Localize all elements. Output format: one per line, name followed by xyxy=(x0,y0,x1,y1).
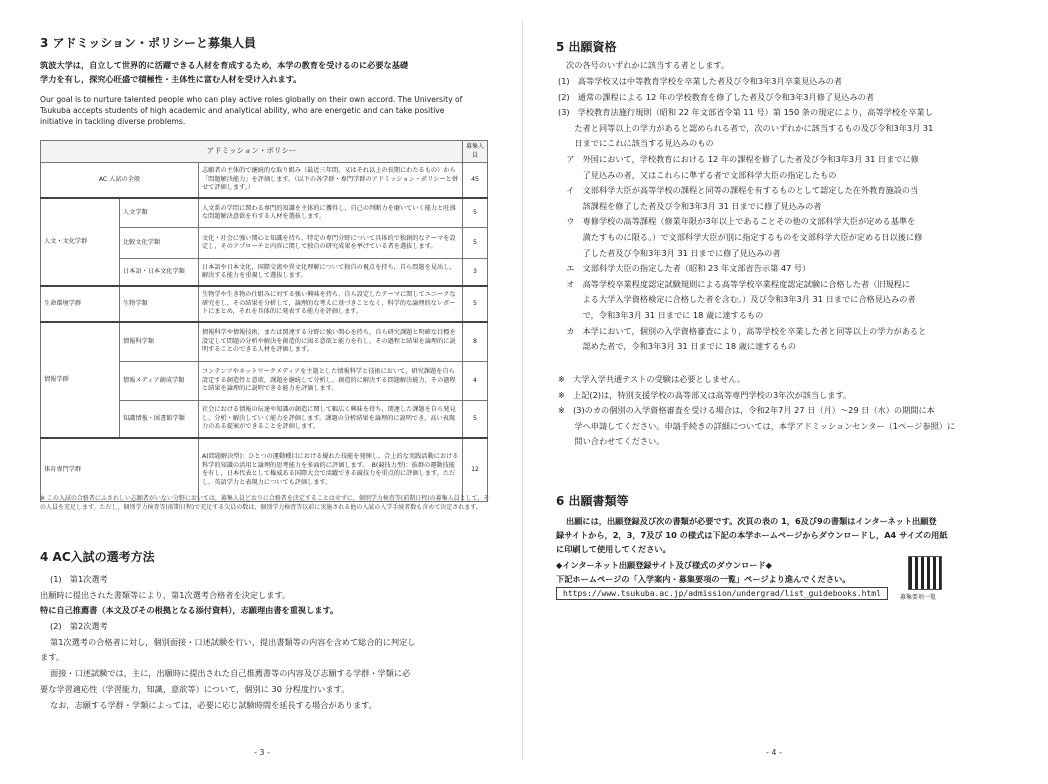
eligibility-item: (2) 通常の課程による 12 年の学校教育を修了した者及び令和3年3月修了見込みの者 xyxy=(558,91,875,102)
policy-en-line2: Tsukuba accepts students of high academic and analytical ability, who are energetic and can take positive xyxy=(40,106,445,115)
table-header-count: 募集人員 xyxy=(463,141,488,163)
admission-policy-table xyxy=(40,140,488,502)
table-row: 比較文化学類 文化・社会に強い関心と知識を持ち，特定の専門分野について具体的で独創的なテーマを設定し，そのアプローチと内容に関して独自の研究成果を挙げている者を選抜します。 5 xyxy=(41,228,488,259)
stage2-body-1: 第1次選考の合格者に対し，個別面接・口述試験を行い，提出書類等の内容を含めて総合的に判定し xyxy=(50,637,416,647)
table-row: 生命環境学群 生物学類 生物学や生き物の仕組みに対する強い興味を持ち，自ら設定したテーマに関してユニークな研究をし，その結果を分析して，論理的な考えに基づきことなく，科学的な論理的なレポートにまとめ，それを具体的に発表する能力を評価します。 5 xyxy=(41,286,488,322)
table-header-policy: アドミッション・ポリシー xyxy=(41,141,463,163)
stage1-heading: (1) 第1次選考 xyxy=(50,574,108,584)
section-5-title: 5 出願資格 xyxy=(556,40,617,54)
guidebook-link[interactable]: https://www.tsukuba.ac.jp/admission/undergrad/list_guidebooks.html xyxy=(556,587,888,600)
qr-code-icon xyxy=(908,556,942,590)
eligibility-item: 日までにこれに該当する見込みのもの xyxy=(558,138,714,149)
eligibility-item: 了した者及び令和3年3月 31 日までに修了見込みの者 xyxy=(558,247,781,258)
page-number: - 4 - xyxy=(766,748,782,757)
docs-line-2: 録サイトから，2，3，7及び 10 の様式は下記の本学ホームページからダウンロードし，A4 サイズの用紙 xyxy=(556,530,948,540)
eligibility-item: オ 高等学校卒業程度認定試験規則による高等学校卒業程度認定試験に合格した者（旧規程に xyxy=(558,278,911,289)
docs-line-3: に印刷して使用してください。 xyxy=(556,544,671,554)
table-row: 日本語・日本文化学類 日本語や日本文化，国際交流や異文化理解について独自の視点を持ち，自ら問題を見出し，解決する能力を重視して選抜します。 3 xyxy=(41,259,488,287)
table-row: 体育専門学群 A(問題解決型)：ひとつの運動種目における優れた技能を発揮し，合上的な実践活動における科学的知識の活用と論理的思考能力を多面的に評価します。 B(競技力型)：抜群の運動技能を有し，日本代表として権威ある国際大会で活躍できる競技力を重点的に評価します。ただし，英語学力と表現力についても評価します。 12 xyxy=(41,438,488,502)
eligibility-note: ※ 上記(2)は，特別支援学校の高等部又は高等専門学校の3年次が該当します。 xyxy=(558,389,852,400)
eligibility-item: よる大学入学資格検定に合格した者を含む。）及び令和3年3月 31 日までに合格見込みの者 xyxy=(558,294,916,305)
policy-en-line3: initiative in tackling diverse problems. xyxy=(40,117,186,126)
eligibility-note: ※ 大学入学共通テストの受験は必要としません。 xyxy=(558,374,746,384)
stage2-body-5: なお，志願する学群・学類によっては，必要に応じ試験時間を延長する場合があります。 xyxy=(50,700,377,710)
stage1-body: 出願時に提出された書類等により，第1次選考合格者を決定します。 xyxy=(40,590,291,600)
policy-jp-line1: 筑波大学は，自立して世界的に活躍できる人材を育成するため，本学の教育を受けるのに必要な基礎 xyxy=(40,60,409,70)
eligibility-item: た者と同等以上の学力があると認められる者で，次のいずれかに該当するもの及び令和3年3月 31 xyxy=(558,122,934,133)
download-heading: ◆インターネット出願登録サイト及び様式のダウンロード◆ xyxy=(556,560,772,570)
stage2-heading: (2) 第2次選考 xyxy=(50,621,108,631)
table-row: 知識情報・図書館学類 社会における情報の伝達や知識の創造に関して幅広く興味を持ち，関連した課題を自ら発見し，分析・解決していく能力を評価します。課題の分析結果を論理的に説明でき，高い表現力のある提案ができることを評価します。 5 xyxy=(41,401,488,439)
eligibility-item: (1) 高等学校又は中等教育学校を卒業した者及び令和3年3月卒業見込みの者 xyxy=(558,76,843,86)
eligibility-item: (3) 学校教育法施行規則（昭和 22 年文部省令第 11 号）第 150 条の規定により，高等学校を卒業し xyxy=(558,107,933,118)
eligibility-item: 了見込みの者，又はこれらに準ずる者で文部科学大臣の指定したもの xyxy=(558,169,837,180)
eligibility-note: ※ (3)のカの個別の入学資格審査を受ける場合は，令和2年7月 27 日（月）～29 日（水）の期間に本 xyxy=(558,405,935,416)
eligibility-note: 学へ申請してください。申請手続きの詳細については，本学アドミッションセンター（1ページ参照）に xyxy=(558,420,956,431)
eligibility-intro: 次の各号のいずれかに該当する者とします。 xyxy=(566,60,730,70)
table-row: 情報メディア創成学類 コンテンツやネットワークメディアを主題とした情報科学と技術において，研究課題を自ら設定する創造性と意欲，課題を継続して分析し，創造的に解決する問題解決能力，その過程と結果を論理的に説明できる能力を評価します。 4 xyxy=(41,362,488,401)
page-number: - 3 - xyxy=(254,748,270,757)
eligibility-item: ア 外国において，学校教育における 12 年の課程を修了した者及び令和3年3月 31 日までに修 xyxy=(558,154,919,164)
eligibility-item: で，令和3年3月 31 日までに 18 歳に達するもの xyxy=(558,310,764,320)
section-4-title: 4 AC入試の選考方法 xyxy=(40,550,155,564)
qr-caption: 募集要項一覧 xyxy=(900,594,937,601)
docs-line-1: 出願には，出願登録及び次の書類が必要です。次頁の表の 1，6及び9の書類はインターネット出願登 xyxy=(566,516,937,526)
table-row: 情報学群 情報科学類 情報科学や情報技術，または関連する分野に強い関心を持ち，自ら研究課題と明確な目標を設定して問題の分析や解決を創造的に図る意欲と能力を有し，その過程と結果を論理的に説明することのできる人材を評価します。 8 xyxy=(41,322,488,362)
policy-en-line1: Our goal is to nurture talented people who can play active roles globally on their own accord. The University of xyxy=(40,95,463,104)
stage1-emphasis: 特に自己推薦書（本文及びその根拠となる添付資料），志願理由書を重視します。 xyxy=(40,605,339,615)
eligibility-item: エ 文部科学大臣の指定した者（昭和 23 年文部省告示第 47 号） xyxy=(558,263,811,274)
section-6-title: 6 出願書類等 xyxy=(556,494,629,508)
stage2-body-4: 要な学習適応性（学習能力，知識，意欲等）について，個別に 30 分程度行います。 xyxy=(40,684,350,694)
eligibility-item: イ 文部科学大臣が高等学校の課程と同等の課程を有するものとして認定した在外教育施設の当 xyxy=(558,185,919,196)
table-row: AC 人試の全般 志願者の主体的で継続的な取り組み（最近三年間，又はそれ以上の長期にわたるもの）から「問題解決能力」を評価します。（以下の各学群・専門学群のアドミッション・ポリシーと併せて評価します。） 45 xyxy=(41,163,488,199)
page-4 xyxy=(524,0,1048,784)
stage2-body-2: ます。 xyxy=(40,652,64,662)
eligibility-item: 認めた者で，令和3年3月 31 日までに 18 歳に達するもの xyxy=(558,341,797,352)
eligibility-item: カ 本学において，個別の入学資格審査により，高等学校を卒業した者と同等以上の学力があると xyxy=(558,325,927,336)
table-footnote: ※ この入試の合格者にふさわしい志願者がいない分野においては，募集人員どおりに合格者を決定することはせずに，個別学力検査等(前期日程)の募集人員として，その人員を充足します。ただし，個別学力検査等(前期日程)で充足する欠員の数は，個別学力検査等以前に実施される他の入試の入学手続者数も含めて決定されます。 xyxy=(40,495,490,511)
page-divider xyxy=(522,20,523,760)
download-instruction: 下記ホームページの「入学案内・募集要項の一覧」ページより進んでください。 xyxy=(556,574,851,584)
eligibility-note: 問い合わせてください。 xyxy=(558,436,665,447)
table-row: 人文・文化学群 人文学類 人文系の学問に関わる専門的知識を主体的に獲得し，自己の判断力を磨いていく能力と旺盛な問題解決意欲を有する人材を選抜します。 5 xyxy=(41,198,488,228)
eligibility-item: ウ 専修学校の高等課程（修業年限が3年以上であることその他の文部科学大臣が定める基準を xyxy=(558,216,916,227)
policy-jp-line2: 学力を有し，探究心旺盛で積極性・主体性に富む人材を受け入れます。 xyxy=(40,74,302,84)
stage2-body-3: 面接・口述試験では，主に，出願時に提出された自己推薦書等の内容及び志願する学群・学類に必 xyxy=(50,668,411,678)
section-3-title: 3 アドミッション・ポリシーと募集人員 xyxy=(40,36,257,50)
eligibility-item: 該課程を修了した者及び令和3年3月 31 日までに修了見込みの者 xyxy=(558,200,822,211)
eligibility-item: 満たすものに限る。）で文部科学大臣が別に指定するものを文部科学大臣が定める日以後に修 xyxy=(558,232,923,242)
